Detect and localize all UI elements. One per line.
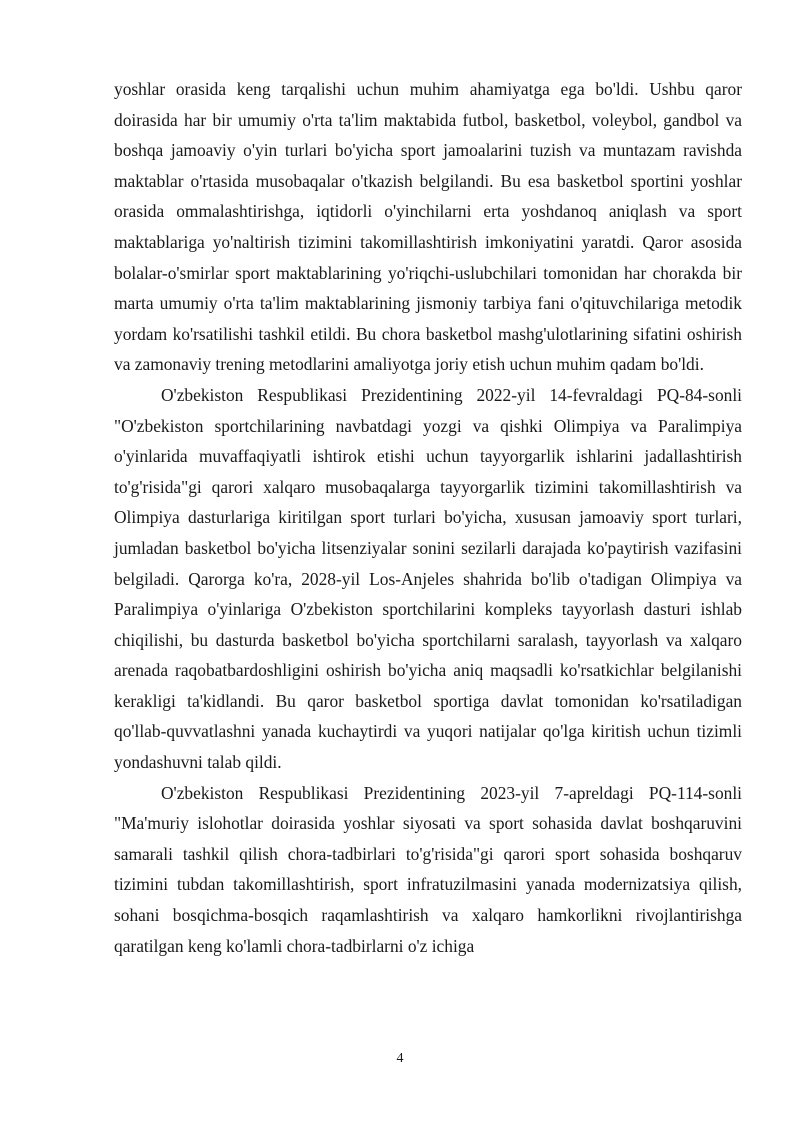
paragraph-2: O'zbekiston Respublikasi Prezidentining 2022-yil 14-fevraldagi PQ-84-sonli "O'zbekiston sportchilarining navbatdagi yozgi va qishki Olimpiya va Paralimpiya o'yinlarida muvaffaqiyatli ishtirok etishi uchun tayyorgarlik ishlarini jadallashtirish to'g'risida"gi qarori xalqaro musobaqalarga tayyorgarlik tizimini takomillashtirish va Olimpiya dasturlariga kiritilgan sport turlari bo'yicha, xususan jamoaviy sport turlari, jumladan basketbol bo'yicha litsenziyalar sonini sezilarli darajada ko'paytirish vazifasini belgiladi. Qarorga ko'ra, 2028-yil Los-Anjeles shahrida bo'lib o'tadigan Olimpiya va Paralimpiya o'yinlariga O'zbekiston sportchilarini kompleks tayyorlash dasturi ishlab chiqilishi, bu dasturda basketbol bo'yicha sportchilarni saralash, tayyorlash va xalqaro arenada raqobatbardoshligini oshirish bo'yicha aniq maqsadli ko'rsatkichlar belgilanishi kerakligi ta'kidlandi. Bu qaror basketbol sportiga davlat tomonidan ko'rsatiladigan qo'llab-quvvatlashni yanada kuchaytirdi va yuqori natijalar qo'lga kiritish uchun tizimli yondashuvni talab qildi. xyxy=(114,384,742,773)
page-number: 4 xyxy=(396,1051,404,1066)
paragraph-3: O'zbekiston Respublikasi Prezidentining 2023-yil 7-apreldagi PQ-114-sonli "Ma'muriy islohotlar doirasida yoshlar siyosati va sport sohasida davlat boshqaruvini samarali tashkil qilish chora-tadbirlari to'g'risida"gi qarori sport sohasida boshqaruv tizimini tubdan takomillashtirish, sport infratuzilmasini yanada modernizatsiya qilish, sohani bosqichma-bosqich raqamlashtirish va xalqaro hamkorlikni rivojlantirishga qaratilgan keng ko'lamli chora-tadbirlarni o'z ichiga xyxy=(114,782,742,956)
paragraph-1: yoshlar orasida keng tarqalishi uchun muhim ahamiyatga ega bo'ldi. Ushbu qaror doirasida har bir umumiy o'rta ta'lim maktabida futbol, basketbol, voleybol, gandbol va boshqa jamoaviy o'yin turlari bo'yicha sport jamoalarini tuzish va muntazam ravishda maktablar o'rtasida musobaqalar o'tkazish belgilandi. Bu esa basketbol sportini yoshlar orasida ommalashtirishga, iqtidorli o'yinchilarni erta yoshdanoq aniqlash va sport maktablariga yo'naltirish tizimini takomillashtirish imkoniyatini yaratdi. Qaror asosida bolalar-o'smirlar sport maktablarining yo'riqchi-uslubchilari tomonidan har chorakda bir marta umumiy o'rta ta'lim maktablarining jismoniy tarbiya fani o'qituvchilariga metodik yordam ko'rsatilishi tashkil etildi. Bu chora basketbol mashg'ulotlarining sifatini oshirish va zamonaviy trening metodlarini amaliyotga joriy etish uchun muhim qadam bo'ldi. xyxy=(114,79,742,375)
body-text xyxy=(114,74,742,961)
